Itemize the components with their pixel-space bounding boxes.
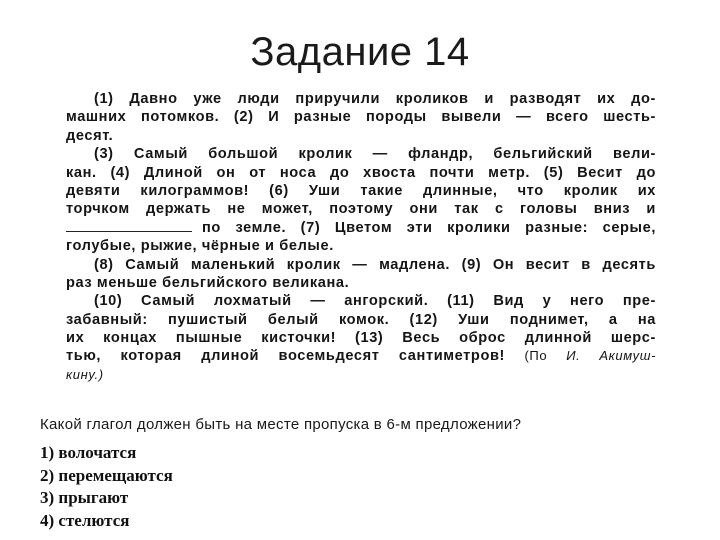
text-line: тью, которая длиной восемьдесят сантиметров! (По И. Акимуш- [66,348,657,365]
answer-option-1[interactable]: 1) волочатся [40,443,137,462]
text-line: раз меньше бельгийского великана. [66,274,350,291]
text-line: кину.) [66,366,104,382]
passage-text [66,90,656,384]
text-line: девяти килограммов! (6) Уши такие длинные, что кролик их [66,182,656,199]
slide-title: Задание 14 [250,30,470,74]
text-line: десят. [66,127,114,144]
text-line: их концах пышные кисточки! (13) Весь оброс длинной шерс- [66,330,656,347]
text-line: кан. (4) Длиной он от носа до хвоста почти метр. (5) Весит до [66,164,656,181]
answer-options [40,442,440,532]
answer-option-2[interactable]: 2) перемещаются [40,465,173,485]
text-line: (10) Самый лохматый — ангорский. (11) Вид у него пре- [94,293,656,310]
question-text: Какой глагол должен быть на месте пропуска в 6-м предложении? [40,416,522,433]
text-line: машних потомков. (2) И разные породы вывели — всего шесть- [66,109,656,126]
text-line-with-blank: по земле. (7) Цветом эти кролики разные: серые, [66,219,656,237]
text-line: торчком держать не может, поэтому они так с головы вниз и [66,201,656,218]
attribution: (По И. Акимуш- [524,348,657,364]
text-line: голубые, рыжие, чёрные и белые. [66,238,334,255]
answer-option-4[interactable]: 4) стелются [40,510,130,530]
text-line: (3) Самый большой кролик — фландр, бельгийский вели- [94,146,656,163]
text-line: (1) Давно уже люди приручили кроликов и разводят их до- [94,91,656,107]
answer-blank [66,219,192,232]
answer-option-3[interactable]: 3) прыгают [40,488,129,507]
text-line: (8) Самый маленький кролик — мадлена. (9) Он весит в десять [94,256,656,273]
text-line: забавный: пушистый белый комок. (12) Уши поднимет, а на [66,311,656,328]
